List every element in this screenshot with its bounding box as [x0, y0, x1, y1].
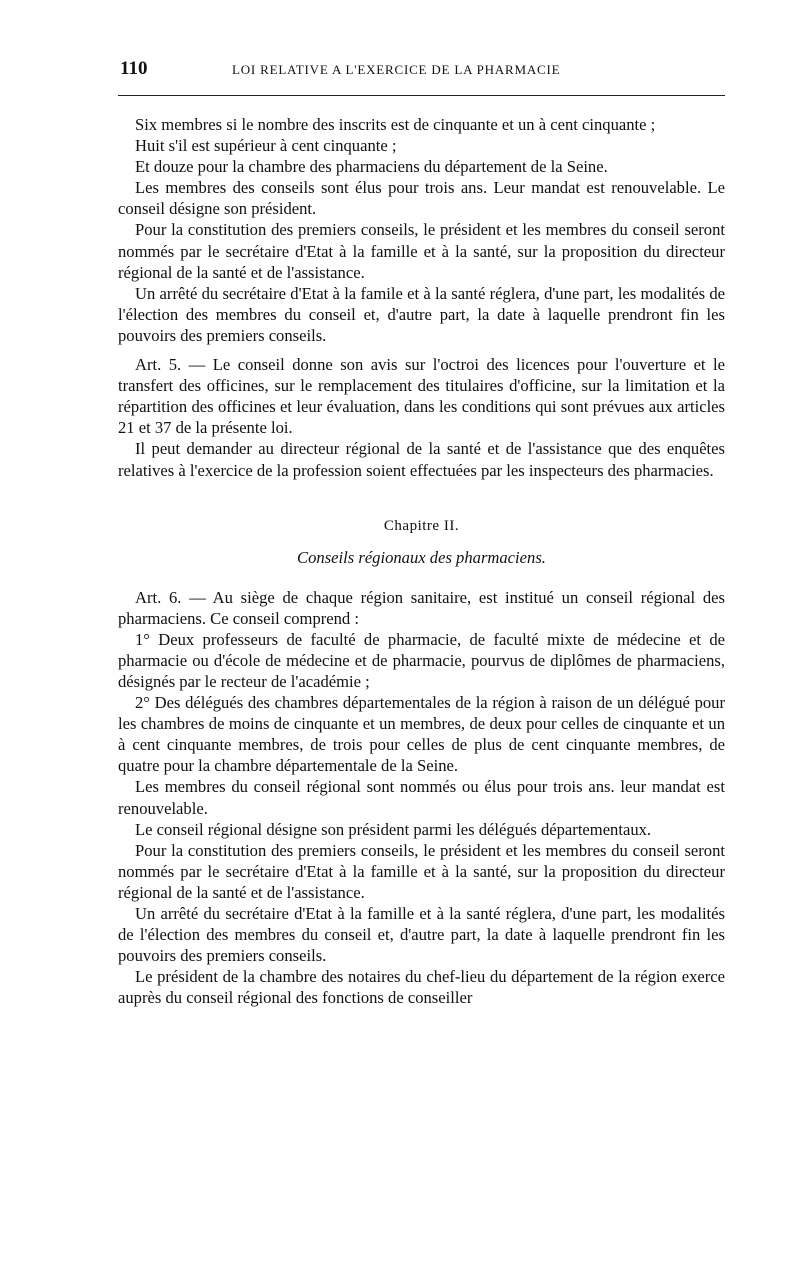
paragraph: 2° Des délégués des chambres départementales de la région à raison de un délégué pour les chambres de moins de cinquante et un membres, de deux pour celles de cinquante et un à cent cinquante membres, de trois pour celles de plus de cent cinquante membres, de quatre pour la chambre départementale de la Seine. [118, 693, 725, 776]
paragraph: Huit s'il est supérieur à cent cinquante ; [135, 136, 397, 156]
paragraph: Un arrêté du secrétaire d'Etat à la famille et à la santé réglera, d'une part, les modalités de l'élection des membres du conseil et, d'autre part, la date à laquelle prendront fin les pouvoirs des premiers conseils. [118, 904, 725, 966]
chapter-heading: Chapitre II. [383, 517, 460, 534]
paragraph: Pour la constitution des premiers conseils, le président et les membres du conseil seront nommés par le secrétaire d'Etat à la famille et à la santé, sur la proposition du directeur régional de la santé et de l'assistance. [118, 220, 725, 282]
paragraph: Et douze pour la chambre des pharmaciens du département de la Seine. [135, 157, 608, 177]
spacer [118, 481, 725, 516]
body-text [118, 114, 725, 1008]
spacer [118, 346, 725, 354]
paragraph: Pour la constitution des premiers conseils, le président et les membres du conseil seront nommés par le secrétaire d'Etat à la famille et à la santé, sur la proposition du directeur régional de la santé et de l'assistance. [118, 840, 725, 902]
article-6: Art. 6. — Au siège de chaque région sanitaire, est institué un conseil régional des pharmaciens. Ce conseil comprend : [118, 587, 725, 628]
running-title: LOI RELATIVE A L'EXERCICE DE LA PHARMACIE [232, 62, 561, 77]
paragraph: Le conseil régional désigne son président parmi les délégués départementaux. [135, 819, 652, 839]
paragraph: Les membres du conseil régional sont nommés ou élus pour trois ans. leur mandat est renouvelable. [118, 777, 725, 818]
page-number: 110 [120, 58, 148, 79]
paragraph: Six membres si le nombre des inscrits est de cinquante et un à cent cinquante ; [135, 115, 656, 134]
spacer [118, 568, 725, 587]
document-page [118, 58, 725, 1008]
article-5: Art. 5. — Le conseil donne son avis sur l'octroi des licences pour l'ouverture et le transfert des officines, sur le remplacement des titulaires d'officine, sur la limitation et la répartition des officines et leur évaluation, dans les conditions qui sont prévues aux articles 21 et 37 de la présente loi. [118, 355, 725, 438]
paragraph: Il peut demander au directeur régional de la santé et de l'assistance que des enquêtes relatives à l'exercice de la profession soient effectuées par les inspecteurs des pharmacies. [118, 439, 725, 480]
paragraph: Les membres des conseils sont élus pour trois ans. Leur mandat est renouvelable. Le conseil désigne son président. [118, 178, 725, 219]
chapter-title: Conseils régionaux des pharmaciens. [297, 547, 546, 567]
paragraph: 1° Deux professeurs de faculté de pharmacie, de faculté mixte de médecine et de pharmacie ou d'école de médecine et de pharmacie, pourvus de diplômes de pharmaciens, désignés par le recteur de l'académie ; [118, 629, 725, 691]
paragraph: Le président de la chambre des notaires du chef-lieu du département de la région exerce auprès du conseil régional des fonctions de conseiller [118, 967, 725, 1008]
paragraph: Un arrêté du secrétaire d'Etat à la famile et à la santé réglera, d'une part, les modalités de l'élection des membres du conseil et, d'autre part, la date à laquelle prendront fin les pouvoirs des premiers conseils. [118, 283, 725, 345]
page-header [118, 58, 725, 86]
header-rule [118, 95, 725, 96]
